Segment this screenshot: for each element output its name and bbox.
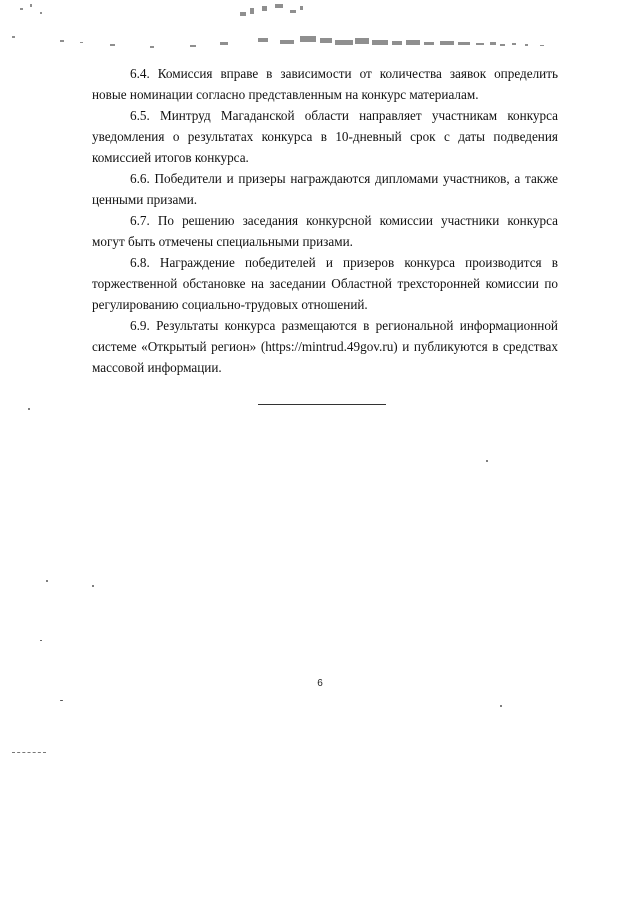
scan-speck — [60, 700, 63, 701]
document-body — [92, 63, 558, 378]
scan-edge-mark — [12, 752, 46, 753]
paragraph-6-8: 6.8. Награждение победителей и призеров конкурса производится в торжественной обстановке на заседании Областной трехсторонней комиссии по регулированию социально-трудовых отношений. — [92, 255, 558, 312]
scan-speck — [92, 585, 94, 587]
paragraph-6-4: 6.4. Комиссия вправе в зависимости от количества заявок определить новые номинации согласно представленным на конкурс материалам. — [92, 66, 558, 102]
scan-speck — [500, 705, 502, 707]
paragraph-6-7: 6.7. По решению заседания конкурсной комиссии участники конкурса могут быть отмечены специальными призами. — [92, 213, 558, 249]
scan-speck — [40, 640, 42, 641]
scan-speck — [486, 460, 488, 462]
paragraph-6-9: 6.9. Результаты конкурса размещаются в региональной информационной системе «Открытый регион» (https://mintrud.49gov.ru) и публикуются в средствах массовой информации. — [92, 318, 558, 375]
scan-noise-artifact — [0, 0, 640, 60]
page-number: 6 — [317, 678, 323, 689]
paragraph-6-5: 6.5. Минтруд Магаданской области направляет участникам конкурса уведомления о результатах конкурса в 10-дневный срок с даты подведения комиссией итогов конкурса. — [92, 108, 558, 165]
end-separator-line — [258, 404, 386, 405]
paragraph-6-6: 6.6. Победители и призеры награждаются дипломами участников, а также ценными призами. — [92, 171, 558, 207]
scan-speck — [46, 580, 48, 582]
scan-speck — [28, 408, 30, 410]
